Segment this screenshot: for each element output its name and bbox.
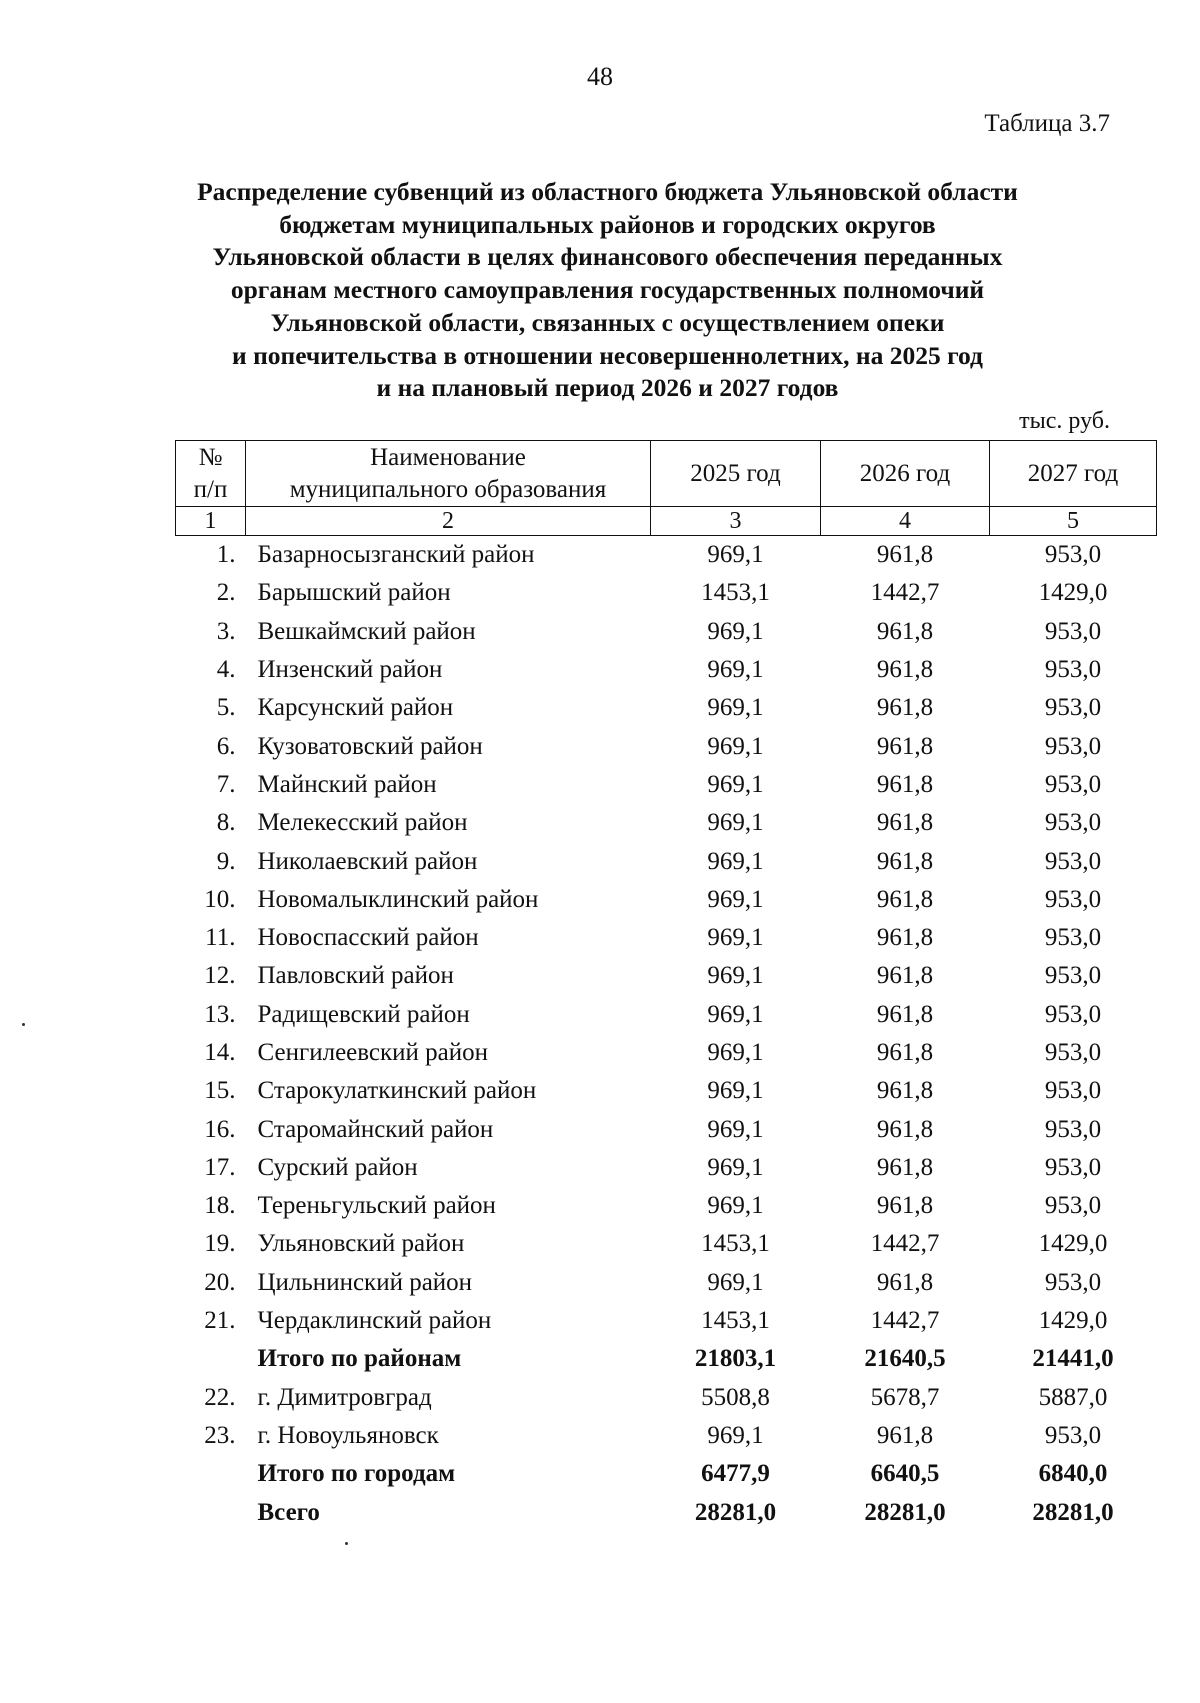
municipality-name-cell: Барышский район <box>257 579 451 607</box>
municipality-name-cell: Майнский район <box>257 770 437 798</box>
value-2026-cell: 961,8 <box>876 962 934 990</box>
table-row <box>176 1264 1157 1302</box>
value-2025-cell: 1453,1 <box>701 1230 770 1258</box>
value-2025-cell: 969,1 <box>707 1153 764 1181</box>
table-label: Таблица 3.7 <box>984 110 1110 137</box>
table-row <box>176 689 1157 727</box>
value-2026-cell: 1442,7 <box>870 579 940 607</box>
value-2027-cell: 28281,0 <box>1032 1498 1114 1526</box>
column-number: 3 <box>651 507 821 536</box>
value-2026-cell: 961,8 <box>876 1039 934 1066</box>
table-total-row <box>176 1340 1157 1378</box>
municipality-name-cell: Тереньгульский район <box>257 1192 496 1220</box>
header-2027: 2027 год <box>990 441 1157 507</box>
value-2026-cell: 1442,7 <box>870 1230 940 1258</box>
value-2026-cell: 961,8 <box>876 1268 934 1296</box>
value-2026-cell: 5678,7 <box>870 1383 940 1411</box>
table-row <box>176 1379 1157 1417</box>
value-2026-cell: 961,8 <box>876 656 934 684</box>
value-2026-cell: 961,8 <box>876 924 934 952</box>
title-line: Ульяновской области, связанных с осуществлением опеки <box>270 307 945 337</box>
table-row <box>176 919 1157 957</box>
value-2025-cell: 969,1 <box>707 694 764 722</box>
value-2025-cell: 28281,0 <box>694 1498 777 1526</box>
subvention-table <box>175 440 1157 1532</box>
value-2025-cell: 21803,1 <box>694 1345 777 1373</box>
value-2026-cell: 961,8 <box>876 732 934 760</box>
value-2027-cell: 953,0 <box>1044 885 1102 913</box>
municipality-name-cell: Новоспасский район <box>257 924 479 952</box>
title-line: и на плановый период 2026 и 2027 годов <box>376 373 839 403</box>
table-row <box>176 996 1157 1034</box>
table-row <box>176 1187 1157 1225</box>
value-2026-cell: 961,8 <box>876 1115 934 1143</box>
value-2027-cell: 953,0 <box>1044 1000 1102 1028</box>
municipality-name-cell: Базарносызганский район <box>257 541 535 569</box>
row-number-cell: 7. <box>216 770 236 798</box>
municipality-name-cell: Сенгилеевский район <box>257 1039 489 1066</box>
municipality-name-cell: Сурский район <box>257 1153 418 1181</box>
value-2025-cell: 969,1 <box>707 1115 764 1143</box>
table-row <box>176 1110 1157 1148</box>
value-2026-cell: 961,8 <box>876 809 934 837</box>
row-number-cell: 15. <box>204 1077 236 1105</box>
table-row <box>176 1072 1157 1110</box>
value-2025-cell: 969,1 <box>707 656 764 684</box>
row-number-cell: 8. <box>216 809 236 837</box>
table-row <box>176 613 1157 651</box>
row-number-cell: 13. <box>204 1000 236 1028</box>
value-2025-cell: 969,1 <box>707 924 764 952</box>
value-2026-cell: 961,8 <box>876 1421 934 1449</box>
row-number-cell: 20. <box>204 1268 236 1296</box>
value-2027-cell: 953,0 <box>1044 617 1102 645</box>
municipality-name-cell: Итого по городам <box>257 1460 456 1488</box>
value-2027-cell: 953,0 <box>1044 732 1102 760</box>
value-2027-cell: 953,0 <box>1044 1115 1102 1143</box>
value-2027-cell: 953,0 <box>1044 1268 1102 1296</box>
municipality-name-cell: Старокулаткинский район <box>257 1077 537 1105</box>
units-label: тыс. руб. <box>1019 408 1110 434</box>
row-number-cell: 18. <box>204 1192 236 1220</box>
title-line: органам местного самоуправления государственных полномочий <box>230 275 985 305</box>
municipality-name-cell: Итого по районам <box>257 1345 462 1373</box>
table-row <box>176 651 1157 689</box>
value-2027-cell: 953,0 <box>1044 809 1102 837</box>
row-number-cell: 22. <box>204 1383 236 1411</box>
value-2026-cell: 21640,5 <box>864 1345 946 1373</box>
value-2027-cell: 953,0 <box>1044 847 1102 875</box>
value-2025-cell: 969,1 <box>707 962 764 990</box>
value-2025-cell: 969,1 <box>707 1192 764 1220</box>
value-2027-cell: 953,0 <box>1044 541 1102 569</box>
value-2025-cell: 969,1 <box>707 617 764 645</box>
table-total-row <box>176 1455 1157 1493</box>
row-number-cell: 5. <box>216 694 236 722</box>
table-row <box>176 957 1157 995</box>
table-row <box>176 574 1157 612</box>
row-number-cell: 12. <box>204 962 236 990</box>
row-number-cell: 9. <box>216 847 236 875</box>
header-2026: 2026 год <box>821 441 990 507</box>
value-2027-cell: 21441,0 <box>1032 1345 1114 1373</box>
municipality-name-cell: Старомайнский район <box>257 1115 494 1143</box>
municipality-name-cell: г. Димитровград <box>257 1383 432 1411</box>
column-number: 1 <box>176 507 246 536</box>
title-line: Распределение субвенций из областного бюджета Ульяновской области <box>197 177 1018 206</box>
row-number-cell: 1. <box>216 541 236 569</box>
row-number-cell: 3. <box>216 617 236 645</box>
municipality-name-cell: г. Новоульяновск <box>257 1421 439 1449</box>
header-name-line1: Наименование <box>370 443 526 471</box>
municipality-name-cell: Кузоватовский район <box>257 732 483 760</box>
value-2027-cell: 1429,0 <box>1038 1230 1108 1258</box>
value-2026-cell: 1442,7 <box>870 1307 940 1335</box>
value-2025-cell: 969,1 <box>707 541 764 569</box>
scan-speck <box>22 1023 25 1026</box>
table-row <box>176 766 1157 804</box>
value-2025-cell: 969,1 <box>707 885 764 913</box>
column-number: 5 <box>990 507 1157 536</box>
value-2026-cell: 961,8 <box>876 541 934 569</box>
header-name <box>246 441 651 507</box>
row-number-cell: 23. <box>204 1421 236 1449</box>
table-row <box>176 1225 1157 1263</box>
value-2025-cell: 1453,1 <box>701 579 770 607</box>
value-2026-cell: 961,8 <box>876 847 934 875</box>
row-number-cell <box>176 1493 246 1531</box>
row-number-cell: 16. <box>204 1115 236 1143</box>
table-row <box>176 536 1157 575</box>
value-2025-cell: 969,1 <box>707 847 764 875</box>
municipality-name-cell: Николаевский район <box>257 847 478 875</box>
value-2026-cell: 961,8 <box>876 1153 934 1181</box>
row-number-cell: 11. <box>205 924 236 952</box>
column-number: 2 <box>246 507 651 536</box>
value-2027-cell: 953,0 <box>1044 1039 1102 1066</box>
value-2025-cell: 6477,9 <box>701 1460 770 1488</box>
value-2025-cell: 969,1 <box>707 1000 764 1028</box>
row-number-cell: 19. <box>204 1230 236 1258</box>
value-2026-cell: 961,8 <box>876 885 934 913</box>
value-2025-cell: 5508,8 <box>701 1383 770 1411</box>
value-2027-cell: 953,0 <box>1044 1192 1102 1220</box>
table-row <box>176 1034 1157 1072</box>
row-number-cell <box>176 1340 246 1378</box>
column-number: 4 <box>821 507 990 536</box>
table-row <box>176 1417 1157 1455</box>
municipality-name-cell: Ульяновский район <box>257 1230 465 1258</box>
header-2025: 2025 год <box>651 441 821 507</box>
value-2027-cell: 5887,0 <box>1038 1383 1108 1411</box>
row-number-cell: 6. <box>216 732 236 760</box>
municipality-name-cell: Мелекесский район <box>257 809 468 837</box>
value-2025-cell: 969,1 <box>707 1077 764 1105</box>
value-2026-cell: 961,8 <box>876 694 934 722</box>
header-number-line1: № <box>198 443 223 471</box>
document-title <box>150 176 1065 405</box>
row-number-cell <box>176 1455 246 1493</box>
value-2025-cell: 969,1 <box>707 732 764 760</box>
row-number-cell: 14. <box>204 1039 236 1066</box>
value-2025-cell: 969,1 <box>707 809 764 837</box>
value-2027-cell: 953,0 <box>1044 924 1102 952</box>
municipality-name-cell: Цильнинский район <box>257 1268 473 1296</box>
page-number: 48 <box>587 62 613 91</box>
column-number-row <box>176 507 1157 536</box>
row-number-cell: 17. <box>204 1153 236 1181</box>
value-2025-cell: 1453,1 <box>701 1307 770 1335</box>
value-2027-cell: 953,0 <box>1044 1153 1102 1181</box>
value-2027-cell: 6840,0 <box>1038 1460 1108 1488</box>
municipality-name-cell: Чердаклинский район <box>257 1307 492 1335</box>
row-number-cell: 10. <box>204 885 236 913</box>
table-row <box>176 881 1157 919</box>
header-number <box>176 441 246 507</box>
municipality-name-cell: Карсунский район <box>257 694 454 722</box>
value-2026-cell: 961,8 <box>876 617 934 645</box>
table-body <box>176 536 1157 1532</box>
municipality-name-cell: Новомалыклинский район <box>257 885 539 913</box>
header-name-line2: муниципального образования <box>289 475 607 503</box>
value-2025-cell: 969,1 <box>707 1268 764 1296</box>
table-header-row <box>176 441 1157 507</box>
value-2027-cell: 953,0 <box>1044 656 1102 684</box>
value-2027-cell: 1429,0 <box>1038 1307 1108 1335</box>
title-line: Ульяновской области в целях финансового обеспечения переданных <box>212 242 1003 272</box>
value-2027-cell: 953,0 <box>1044 1077 1102 1105</box>
table-row <box>176 842 1157 880</box>
table-row <box>176 1302 1157 1340</box>
value-2026-cell: 6640,5 <box>870 1460 940 1488</box>
value-2027-cell: 1429,0 <box>1038 579 1108 607</box>
value-2027-cell: 953,0 <box>1044 770 1102 798</box>
value-2026-cell: 961,8 <box>876 770 934 798</box>
municipality-name-cell: Всего <box>257 1498 320 1526</box>
municipality-name-cell: Радищевский район <box>257 1000 470 1028</box>
title-line: бюджетам муниципальных районов и городских округов <box>279 209 936 239</box>
table-row <box>176 727 1157 765</box>
municipality-name-cell: Павловский район <box>257 962 454 990</box>
row-number-cell: 4. <box>216 656 236 684</box>
table-row <box>176 804 1157 842</box>
value-2025-cell: 969,1 <box>707 1421 764 1449</box>
scan-speck <box>345 1542 348 1545</box>
value-2026-cell: 28281,0 <box>864 1498 946 1526</box>
value-2026-cell: 961,8 <box>876 1192 934 1220</box>
municipality-name-cell: Инзенский район <box>257 656 443 684</box>
table-total-row <box>176 1493 1157 1531</box>
value-2025-cell: 969,1 <box>707 1039 764 1066</box>
value-2027-cell: 953,0 <box>1044 694 1102 722</box>
header-number-line2: п/п <box>193 475 228 503</box>
title-line: и попечительства в отношении несовершеннолетних, на 2025 год <box>232 340 983 370</box>
value-2026-cell: 961,8 <box>876 1077 934 1105</box>
value-2027-cell: 953,0 <box>1044 1421 1102 1449</box>
table-row <box>176 1149 1157 1187</box>
municipality-name-cell: Вешкаймский район <box>257 617 476 645</box>
value-2025-cell: 969,1 <box>707 770 764 798</box>
value-2027-cell: 953,0 <box>1044 962 1102 990</box>
value-2026-cell: 961,8 <box>876 1000 934 1028</box>
row-number-cell: 2. <box>216 579 236 607</box>
row-number-cell: 21. <box>204 1307 236 1335</box>
